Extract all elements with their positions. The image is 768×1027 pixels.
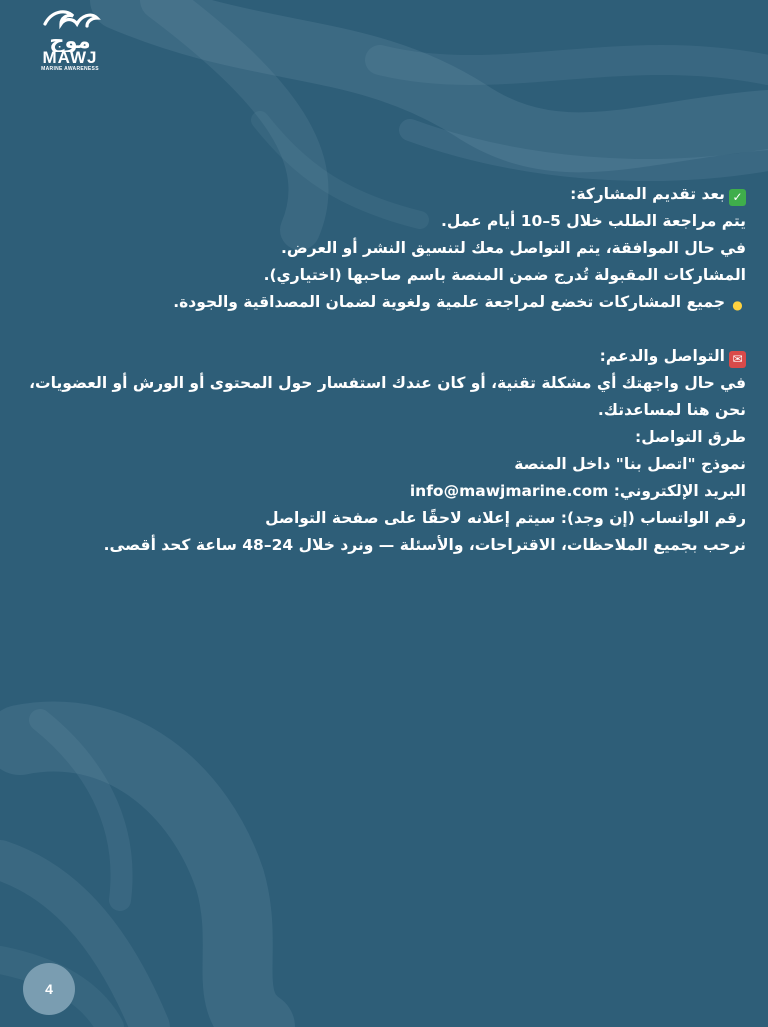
logo-arabic-mark: موج (49, 29, 91, 52)
after-submission-heading: ✓بعد تقديم المشاركة: (22, 181, 746, 208)
logo-tagline: MARINE AWARENESS (41, 66, 99, 72)
wave-logo-icon (39, 6, 101, 52)
accepted-submissions-line: المشاركات المقبولة تُدرج ضمن المنصة باسم صاحبها (اختياري). (263, 266, 746, 284)
contact-intro: في حال واجهتك أي مشكلة تقنية، أو كان عندك استفسار حول المحتوى أو الورش أو العضويات، نحن هنا لمساعدتك. (29, 374, 746, 419)
light-bulb-icon: ● (732, 298, 743, 312)
whatsapp-line: رقم الواتساب (إن وجد): سيتم إعلانه لاحقًا على صفحة التواصل (265, 509, 746, 527)
review-time-line: يتم مراجعة الطلب خلال 5–10 أيام عمل. (440, 212, 746, 230)
mailbox-icon: ✉ (729, 351, 746, 368)
logo-name: MAWJ (42, 48, 98, 67)
page-number-badge: 4 (23, 963, 75, 1015)
mawj-logo (30, 6, 110, 86)
contact-form-line: نموذج "اتصل بنا" داخل المنصة (514, 455, 746, 473)
review-note: ●جميع المشاركات تخضع لمراجعة علمية ولغوية لضمان المصداقية والجودة. (22, 289, 746, 316)
contact-methods-label: طرق التواصل: (635, 428, 746, 446)
approval-line: في حال الموافقة، يتم التواصل معك لتنسيق النشر أو العرض. (281, 239, 746, 257)
email-label: البريد الإلكتروني: (613, 482, 746, 500)
email-link[interactable]: info@mawjmarine.com (409, 482, 609, 500)
closing-line: نرحب بجميع الملاحظات، الاقتراحات، والأسئلة — ونرد خلال 24–48 ساعة كحد أقصى. (103, 536, 746, 554)
email-line (22, 478, 746, 505)
check-mark-icon: ✓ (729, 189, 746, 206)
section-spacer (22, 316, 746, 343)
contact-heading: ✉التواصل والدعم: (22, 343, 746, 370)
main-content (22, 181, 746, 559)
